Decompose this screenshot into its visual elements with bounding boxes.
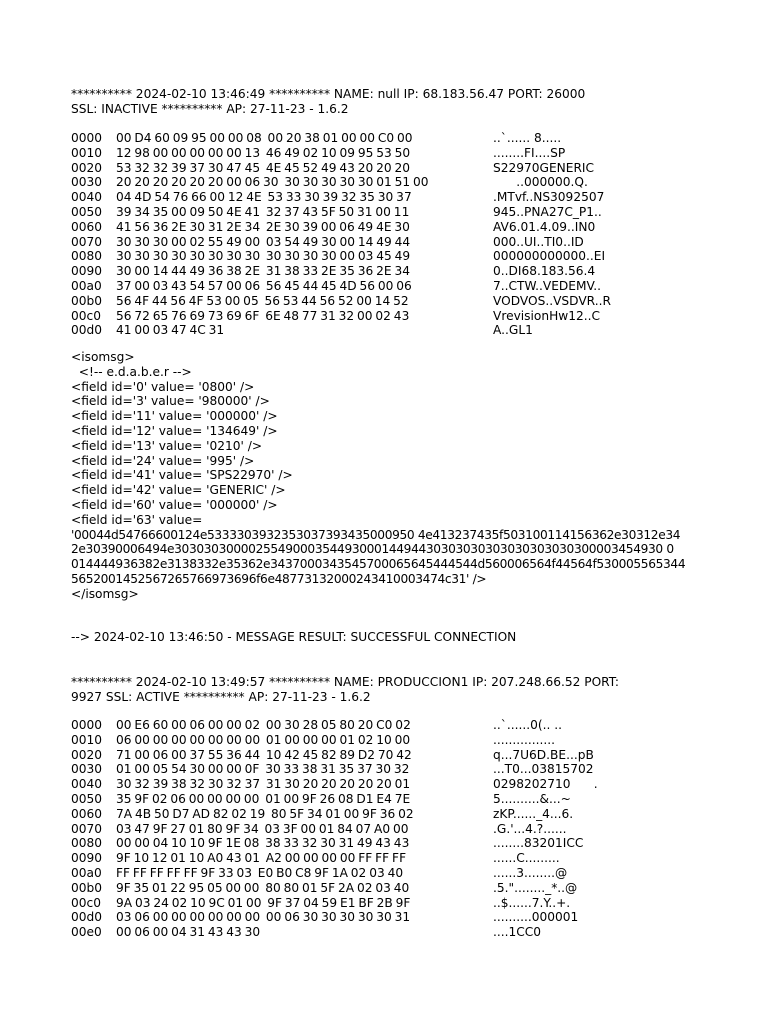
dump-offset: 0080: [71, 249, 103, 264]
dump-ascii: ....1CC0: [493, 925, 542, 940]
dump-hex-bytes: 00 D4 60 09 95 00 00 08 00 20 38 01 00 00 C0 00: [116, 131, 413, 145]
dump-ascii: 000000000000..EI: [493, 249, 606, 264]
dump-offset: 0020: [71, 747, 103, 762]
dump-hex-bytes: 35 9F 02 06 00 00 00 00 01 00 9F 26 08 D1 E4 7E: [116, 791, 411, 806]
dump-hex-bytes: 30 30 30 00 02 55 49 00 03 54 49 30 00 14 49 44: [116, 234, 411, 249]
dump-row: [71, 896, 711, 911]
dump-ascii: 0..DI68.183.56.4: [493, 264, 596, 279]
dump-row: [71, 279, 711, 294]
dump-row: [71, 235, 711, 250]
dump-hex-bytes: 56 72 65 76 69 73 69 6F 6E 48 77 31 32 00 02 43: [116, 308, 410, 323]
dump-row: [71, 131, 711, 146]
dump-hex-bytes: 56 4F 44 56 4F 53 00 05 56 53 44 56 52 00 14 52: [116, 293, 409, 308]
isomsg-field: <field id='63' value=: [71, 512, 203, 527]
dump-hex-bytes: 20 20 20 20 20 20 00 06 30 30 30 30 30 30 01 51 00: [116, 175, 429, 190]
log2-header-line2: 9927 SSL: ACTIVE ********** AP: 27-11-23 - 1.6.2: [71, 689, 371, 704]
dump-row: [71, 175, 711, 190]
dump-hex-bytes: 7A 4B 50 D7 AD 82 02 19 80 5F 34 01 00 9F 36 02: [116, 806, 414, 821]
dump-hex-bytes: 00 06 00 04 31 43 43 30: [116, 925, 261, 940]
dump-offset: 0000: [71, 131, 103, 145]
dump-hex-bytes: 41 00 03 47 4C 31: [116, 323, 225, 338]
dump-ascii: 000..UI..TI0..ID: [493, 234, 584, 249]
dump-ascii: ......C.........: [493, 851, 560, 866]
dump-ascii: ..`......0(.. ..: [493, 718, 562, 732]
dump-row: [71, 264, 711, 279]
dump-row: [71, 792, 711, 807]
dump-hex-bytes: 00 00 04 10 10 9F 1E 08 38 33 32 30 31 49 43 43: [116, 836, 410, 851]
dump-ascii: 0298202710 .: [493, 777, 598, 792]
dump-hex-bytes: FF FF FF FF FF 9F 33 03 E0 B0 C8 9F 1A 02 03 40: [116, 865, 404, 880]
dump-ascii: ..`...... 8.....: [493, 131, 562, 145]
dump-offset: 00d0: [71, 323, 102, 338]
dump-offset: 00c0: [71, 895, 101, 910]
result-line: --> 2024-02-10 13:46:50 - MESSAGE RESULT: SUCCESSFUL CONNECTION: [71, 630, 517, 644]
dump-ascii: ......3........@: [493, 865, 568, 880]
dump-row: [71, 718, 711, 733]
isomsg-field: <field id='11' value= '000000' />: [71, 409, 278, 424]
field63-value-line: 5652001452567265766973696f6e48773132000243410003474c31' />: [71, 571, 487, 586]
dump-ascii: ..........000001: [493, 910, 579, 925]
log1-header-line1: ********** 2024-02-10 13:46:49 ********** NAME: null IP: 68.183.56.47 PORT: 26000: [71, 87, 586, 101]
dump-row: [71, 777, 711, 792]
dump-offset: 0050: [71, 204, 103, 219]
dump-hex-bytes: 9A 03 24 02 10 9C 01 00 9F 37 04 59 E1 BF 2B 9F: [116, 895, 411, 910]
dump-ascii: ...T0...03815702: [493, 762, 594, 777]
log2-header-line1: ********** 2024-02-10 13:49:57 ********** NAME: PRODUCCION1 IP: 207.248.66.52 PORT:: [71, 675, 619, 689]
dump-ascii: ................: [493, 732, 555, 747]
dump-hex-bytes: 9F 10 12 01 10 A0 43 01 A2 00 00 00 00 FF FF FF: [116, 851, 407, 866]
dump-ascii: zKP......_4...6.: [493, 806, 574, 821]
dump-offset: 0030: [71, 762, 103, 777]
dump-hex-bytes: 53 32 32 39 37 30 47 45 4E 45 52 49 43 20 20 20: [116, 160, 411, 175]
dump-row: [71, 851, 711, 866]
dump-hex-bytes: 06 00 00 00 00 00 00 00 01 00 00 00 01 02 10 00: [116, 732, 411, 747]
dump-hex-bytes: 37 00 03 43 54 57 00 06 56 45 44 45 4D 56 00 06: [116, 278, 412, 293]
isomsg-field: <field id='13' value= '0210' />: [71, 438, 263, 453]
dump-offset: 00a0: [71, 278, 102, 293]
dump-hex-bytes: 12 98 00 00 00 00 00 13 46 49 02 10 09 95 53 50: [116, 145, 411, 160]
dump-row: [71, 866, 711, 881]
dump-offset: 0030: [71, 175, 103, 190]
isomsg-comment: <!-- e.d.a.b.e.r -->: [71, 364, 192, 379]
log1-result: [71, 630, 711, 645]
isomsg-field: <field id='0' value= '0800' />: [71, 379, 255, 394]
dump-ascii: .MTvf..NS3092507: [493, 190, 605, 205]
dump-hex-bytes: 00 E6 60 00 06 00 00 02 00 30 28 05 80 20 C0 02: [116, 718, 411, 732]
log1-header: [71, 87, 711, 117]
dump-ascii: 5..........&...~: [493, 791, 571, 806]
dump-offset: 0050: [71, 791, 103, 806]
dump-offset: 0000: [71, 718, 103, 732]
dump-offset: 0070: [71, 821, 103, 836]
dump-row: [71, 836, 711, 851]
isomsg-field: <field id='3' value= '980000' />: [71, 394, 270, 409]
dump-ascii: .G.'...4.?......: [493, 821, 567, 836]
isomsg-field: <field id='41' value= 'SPS22970' />: [71, 468, 293, 483]
dump-row: [71, 807, 711, 822]
dump-offset: 0060: [71, 806, 103, 821]
dump-offset: 0010: [71, 145, 103, 160]
isomsg-open-tag: <isomsg>: [71, 350, 135, 364]
field63-value-line: '00044d54766600124e5333303932353037393435000950 4e413237435f503100114156362e30312e34: [71, 527, 681, 542]
dump-row: [71, 748, 711, 763]
dump-hex-bytes: 04 4D 54 76 66 00 12 4E 53 33 30 39 32 35 30 37: [116, 190, 412, 205]
isomsg-block: [71, 350, 711, 602]
log2-header: [71, 675, 711, 705]
dump-ascii: VrevisionHw12..C: [493, 308, 600, 323]
dump-row: [71, 249, 711, 264]
dump-row: [71, 733, 711, 748]
dump-ascii: ........FI....SP: [493, 145, 566, 160]
dump-offset: 00b0: [71, 880, 102, 895]
dump-offset: 0060: [71, 219, 103, 234]
dump-row: [71, 762, 711, 777]
dump-hex-bytes: 71 00 06 00 37 55 36 44 10 42 45 82 89 D2 70 42: [116, 747, 412, 762]
dump-row: [71, 205, 711, 220]
dump-hex-bytes: 30 00 14 44 49 36 38 2E 31 38 33 2E 35 36 2E 34: [116, 264, 410, 279]
field63-value-line: 014444936382e3138332e35362e3437000343545700065645444544d560006564f44564f530005565344: [71, 557, 686, 572]
isomsg-field: <field id='12' value= '134649' />: [71, 423, 278, 438]
log1-header-line2: SSL: INACTIVE ********** AP: 27-11-23 - 1.6.2: [71, 101, 349, 116]
dump-row: [71, 190, 711, 205]
dump-ascii: .5."........_*..@: [493, 880, 578, 895]
dump-offset: 0010: [71, 732, 103, 747]
log2-hex-dump: [71, 718, 711, 940]
dump-offset: 0090: [71, 264, 103, 279]
dump-hex-bytes: 30 30 30 30 30 30 30 30 30 30 30 30 00 03 45 49: [116, 249, 411, 264]
isomsg-close-tag: </isomsg>: [71, 586, 139, 601]
dump-ascii: S22970GENERIC: [493, 160, 595, 175]
isomsg-field: <field id='42' value= 'GENERIC' />: [71, 483, 286, 498]
dump-hex-bytes: 41 56 36 2E 30 31 2E 34 2E 30 39 00 06 49 4E 30: [116, 219, 410, 234]
dump-offset: 00e0: [71, 925, 102, 940]
dump-offset: 00c0: [71, 308, 101, 323]
dump-offset: 0070: [71, 234, 103, 249]
dump-row: [71, 146, 711, 161]
dump-ascii: ..$......7.Y..+.: [493, 895, 571, 910]
dump-row: [71, 925, 711, 940]
dump-ascii: AV6.01.4.09..IN0: [493, 219, 596, 234]
dump-offset: 0080: [71, 836, 103, 851]
dump-hex-bytes: 9F 35 01 22 95 05 00 00 80 80 01 5F 2A 02 03 40: [116, 880, 410, 895]
log1-hex-dump: [71, 131, 711, 338]
dump-offset: 00a0: [71, 865, 102, 880]
dump-ascii: A..GL1: [493, 323, 533, 338]
field63-value-line: 2e30390006494e303030300002554900035449300014494430303030303030303030300003454930 0: [71, 542, 674, 557]
dump-row: [71, 822, 711, 837]
dump-hex-bytes: 39 34 35 00 09 50 4E 41 32 37 43 5F 50 31 00 11: [116, 204, 410, 219]
isomsg-field: <field id='60' value= '000000' />: [71, 497, 278, 512]
dump-offset: 0040: [71, 777, 103, 792]
dump-row: [71, 220, 711, 235]
dump-row: [71, 309, 711, 324]
dump-offset: 0020: [71, 160, 103, 175]
dump-ascii: ........83201ICC: [493, 836, 584, 851]
dump-row: [71, 161, 711, 176]
dump-row: [71, 294, 711, 309]
dump-ascii: 945..PNA27C_P1..: [493, 204, 602, 219]
dump-hex-bytes: 03 06 00 00 00 00 00 00 00 06 30 30 30 30 30 31: [116, 910, 411, 925]
dump-hex-bytes: 01 00 05 54 30 00 00 0F 30 33 38 31 35 37 30 32: [116, 762, 410, 777]
dump-row: [71, 910, 711, 925]
dump-offset: 00b0: [71, 293, 102, 308]
isomsg-field: <field id='24' value= '995' />: [71, 453, 255, 468]
dump-offset: 0090: [71, 851, 103, 866]
dump-offset: 0040: [71, 190, 103, 205]
dump-hex-bytes: 30 32 39 38 32 30 32 37 31 30 20 20 20 20 20 01: [116, 777, 411, 792]
dump-ascii: ..000000.Q.: [493, 175, 588, 190]
dump-row: [71, 323, 711, 338]
dump-row: [71, 881, 711, 896]
dump-ascii: VODVOS..VSDVR..R: [493, 293, 611, 308]
dump-offset: 00d0: [71, 910, 102, 925]
dump-ascii: 7..CTW..VEDEMV..: [493, 278, 602, 293]
dump-hex-bytes: 03 47 9F 27 01 80 9F 34 03 3F 00 01 84 07 A0 00: [116, 821, 409, 836]
dump-ascii: q...7U6D.BE...pB: [493, 747, 594, 762]
